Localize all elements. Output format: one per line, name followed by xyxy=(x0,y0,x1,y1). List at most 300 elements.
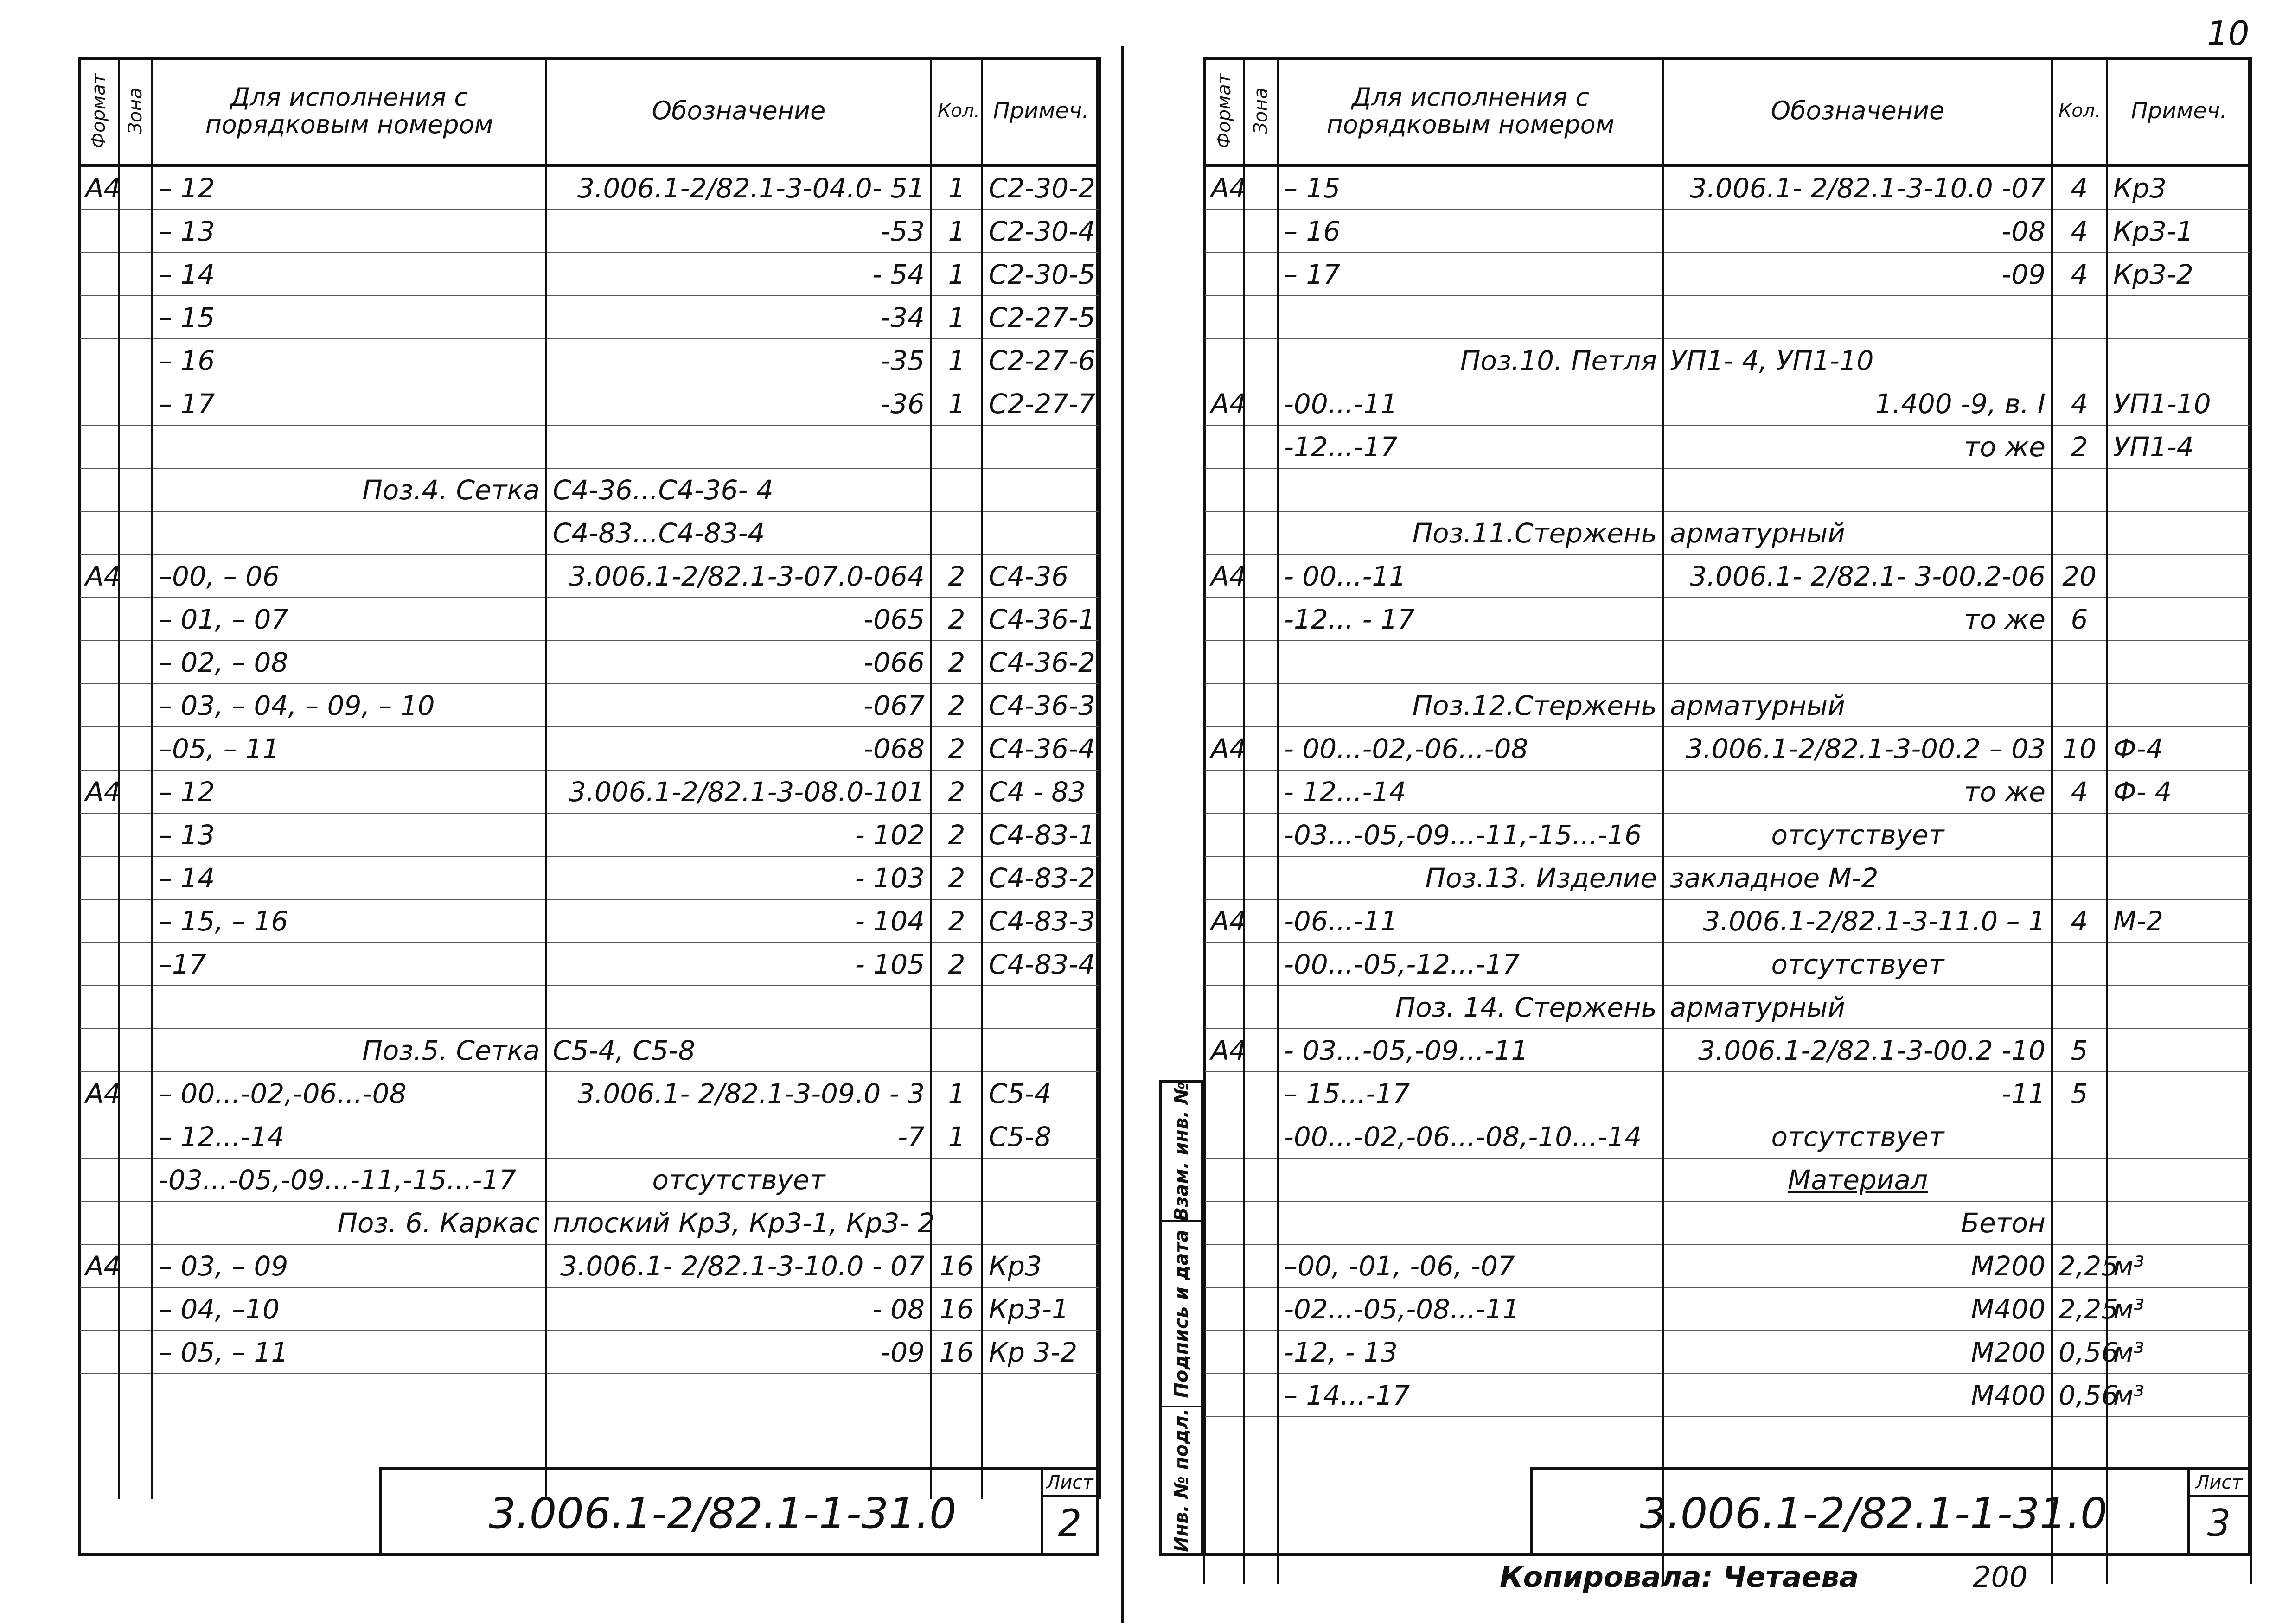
designation-cell: - 102 xyxy=(546,813,931,856)
table-row xyxy=(79,166,1100,210)
table-row xyxy=(79,296,1100,339)
designation-cell: 3.006.1- 2/82.1- 3-00.2-06 xyxy=(1663,554,2052,598)
qty-cell xyxy=(2052,468,2107,511)
format-cell xyxy=(1204,339,1244,382)
table-row xyxy=(1204,727,2251,770)
execution-cell: –05, – 11 xyxy=(152,727,546,770)
note-cell: С4-83-4 xyxy=(982,943,1100,986)
designation-cell: - 104 xyxy=(546,899,931,943)
note-cell xyxy=(2107,943,2251,986)
designation-cell: -53 xyxy=(546,210,931,253)
table-row xyxy=(79,1244,1100,1287)
qty-cell: 0,56 xyxy=(2052,1374,2107,1417)
header-format: Формат xyxy=(1214,73,1235,149)
note-cell: С2-30-5 xyxy=(982,253,1100,296)
note-cell: УП1-10 xyxy=(2107,382,2251,425)
zone-cell xyxy=(119,1072,152,1115)
execution-cell: – 13 xyxy=(152,210,546,253)
note-cell: м³ xyxy=(2107,1287,2251,1331)
table-row xyxy=(79,511,1100,554)
table-row xyxy=(1204,770,2251,813)
sheet-2-document-code: 3.006.1-2/82.1-1-31.0 xyxy=(489,1489,957,1538)
table-row xyxy=(1204,511,2251,554)
designation-cell: -35 xyxy=(546,339,931,382)
zone-cell xyxy=(119,339,152,382)
designation-cell: 3.006.1- 2/82.1-3-09.0 - 3 xyxy=(546,1072,931,1115)
note-cell: С4 - 83 xyxy=(982,770,1100,813)
qty-cell xyxy=(2052,986,2107,1029)
header-designation: Обозначение xyxy=(546,57,931,166)
table-row xyxy=(79,1072,1100,1115)
designation-cell: -11 xyxy=(1663,1072,2052,1115)
execution-cell xyxy=(1278,1201,1663,1244)
designation-cell: 3.006.1- 2/82.1-3-10.0 - 07 xyxy=(546,1244,931,1287)
note-cell xyxy=(982,986,1100,1029)
format-cell: А4 xyxy=(1204,382,1244,425)
header-qty: Кол. xyxy=(931,57,982,166)
zone-cell xyxy=(119,554,152,598)
qty-cell: 0,56 xyxy=(2052,1331,2107,1374)
position-title: Поз.4. Сетка xyxy=(152,468,546,511)
format-cell xyxy=(79,943,119,986)
qty-cell xyxy=(931,1158,982,1201)
zone-cell xyxy=(1244,986,1278,1029)
zone-cell xyxy=(1244,1331,1278,1374)
table-row xyxy=(1204,339,2251,382)
table-row xyxy=(79,382,1100,425)
designation-cell: С4-83...С4-83-4 xyxy=(546,511,931,554)
note-cell: С4-83-3 xyxy=(982,899,1100,943)
qty-cell: 16 xyxy=(931,1287,982,1331)
format-cell xyxy=(79,1201,119,1244)
designation-cell: М200 xyxy=(1663,1244,2052,1287)
table-row xyxy=(1204,1331,2251,1374)
note-cell: Кр 3-2 xyxy=(982,1331,1100,1374)
sheet-2-sheet-number: 2 xyxy=(1058,1502,1082,1545)
zone-cell xyxy=(119,1331,152,1374)
zone-cell xyxy=(1244,813,1278,856)
format-cell xyxy=(79,1029,119,1072)
designation-cell: то же xyxy=(1663,425,2052,468)
position-title: Поз.12.Стержень xyxy=(1278,684,1663,727)
note-cell xyxy=(2107,554,2251,598)
table-row xyxy=(1204,986,2251,1029)
table-row xyxy=(1204,899,2251,943)
zone-cell xyxy=(1244,598,1278,641)
execution-cell xyxy=(1278,641,1663,684)
note-cell: Кр3 xyxy=(982,1244,1100,1287)
designation-cell: С5-4, С5-8 xyxy=(546,1029,931,1072)
zone-cell xyxy=(119,296,152,339)
qty-cell: 2 xyxy=(931,598,982,641)
designation-cell: М200 xyxy=(1663,1331,2052,1374)
qty-cell xyxy=(2052,943,2107,986)
sheet-3-side-stamp xyxy=(1159,1080,1203,1556)
table-row xyxy=(1204,943,2251,986)
execution-cell: -03...-05,-09...-11,-15...-16 xyxy=(1278,813,1663,856)
format-cell xyxy=(79,1331,119,1374)
format-cell xyxy=(79,856,119,899)
execution-cell: – 13 xyxy=(152,813,546,856)
note-cell: С4-83-2 xyxy=(982,856,1100,899)
qty-cell: 2 xyxy=(931,727,982,770)
note-cell xyxy=(2107,1029,2251,1072)
designation-cell: -7 xyxy=(546,1115,931,1158)
designation-cell: 3.006.1- 2/82.1-3-10.0 -07 xyxy=(1663,166,2052,210)
zone-cell xyxy=(119,468,152,511)
execution-cell: – 16 xyxy=(1278,210,1663,253)
zone-cell xyxy=(1244,1072,1278,1115)
format-cell xyxy=(79,641,119,684)
execution-cell xyxy=(1278,1158,1663,1201)
note-cell: С2-27-7 xyxy=(982,382,1100,425)
table-row xyxy=(1204,296,2251,339)
table-row xyxy=(79,1287,1100,1331)
table-row xyxy=(1204,1158,2251,1201)
format-cell xyxy=(1204,856,1244,899)
format-cell xyxy=(1204,468,1244,511)
qty-cell: 2 xyxy=(931,770,982,813)
table-row xyxy=(79,684,1100,727)
note-cell: С5-4 xyxy=(982,1072,1100,1115)
note-cell xyxy=(2107,1158,2251,1201)
note-cell: С2-30-2 xyxy=(982,166,1100,210)
header-zone: Зона xyxy=(1250,87,1272,134)
designation-cell: -066 xyxy=(546,641,931,684)
note-cell xyxy=(2107,296,2251,339)
format-cell xyxy=(1204,1072,1244,1115)
note-cell xyxy=(2107,641,2251,684)
qty-cell xyxy=(931,1201,982,1244)
designation-cell: арматурный xyxy=(1663,684,2052,727)
execution-cell: – 12 xyxy=(152,166,546,210)
execution-cell: -00...-11 xyxy=(1278,382,1663,425)
note-cell: С4-36-1 xyxy=(982,598,1100,641)
execution-cell: -00...-02,-06...-08,-10...-14 xyxy=(1278,1115,1663,1158)
execution-cell: - 00...-11 xyxy=(1278,554,1663,598)
table-row xyxy=(1204,641,2251,684)
note-cell: С4-36-3 xyxy=(982,684,1100,727)
note-cell xyxy=(982,1029,1100,1072)
format-cell xyxy=(79,813,119,856)
execution-cell xyxy=(152,986,546,1029)
note-cell xyxy=(982,1158,1100,1201)
qty-cell: 2 xyxy=(931,554,982,598)
note-cell: С2-27-6 xyxy=(982,339,1100,382)
designation-cell: М400 xyxy=(1663,1374,2052,1417)
execution-cell: – 15 xyxy=(152,296,546,339)
format-cell xyxy=(1204,1287,1244,1331)
designation-cell: - 105 xyxy=(546,943,931,986)
table-row xyxy=(79,1201,1100,1244)
sheet-3-title-block xyxy=(1530,1467,2250,1556)
table-header-row xyxy=(1204,57,2251,166)
zone-cell xyxy=(1244,253,1278,296)
format-cell xyxy=(79,986,119,1029)
table-row xyxy=(1204,1287,2251,1331)
qty-cell: 2 xyxy=(931,813,982,856)
zone-cell xyxy=(1244,511,1278,554)
note-cell xyxy=(2107,684,2251,727)
table-row xyxy=(1204,425,2251,468)
qty-cell xyxy=(2052,684,2107,727)
table-row xyxy=(79,986,1100,1029)
execution-cell: -12... - 17 xyxy=(1278,598,1663,641)
zone-cell xyxy=(119,511,152,554)
zone-cell xyxy=(119,684,152,727)
qty-cell: 1 xyxy=(931,1115,982,1158)
format-cell xyxy=(1204,770,1244,813)
note-cell xyxy=(2107,598,2251,641)
format-cell xyxy=(1204,1158,1244,1201)
format-cell xyxy=(79,296,119,339)
format-cell xyxy=(1204,641,1244,684)
execution-cell: - 12...-14 xyxy=(1278,770,1663,813)
zone-cell xyxy=(119,856,152,899)
table-header-row xyxy=(79,57,1100,166)
zone-cell xyxy=(1244,166,1278,210)
qty-cell: 2 xyxy=(931,641,982,684)
zone-cell xyxy=(119,986,152,1029)
table-row xyxy=(1204,468,2251,511)
designation-cell: - 54 xyxy=(546,253,931,296)
qty-cell: 1 xyxy=(931,1072,982,1115)
zone-cell xyxy=(119,641,152,684)
position-title: Поз.10. Петля xyxy=(1278,339,1663,382)
designation-cell: отсутствует xyxy=(1663,1115,2052,1158)
table-row xyxy=(79,1158,1100,1201)
zone-cell xyxy=(1244,943,1278,986)
side-label-replaced-inv: Взам. инв. № xyxy=(1170,1082,1192,1222)
table-row xyxy=(79,468,1100,511)
table-row xyxy=(1204,1201,2251,1244)
designation-cell: арматурный xyxy=(1663,986,2052,1029)
zone-cell xyxy=(119,382,152,425)
note-cell: м³ xyxy=(2107,1244,2251,1287)
designation-cell: 3.006.1-2/82.1-3-04.0- 51 xyxy=(546,166,931,210)
zone-cell xyxy=(119,1244,152,1287)
designation-cell xyxy=(1663,296,2052,339)
zone-cell xyxy=(119,813,152,856)
zone-cell xyxy=(1244,1244,1278,1287)
qty-cell: 2,25 xyxy=(2052,1287,2107,1331)
footer-page-number: 200 xyxy=(1973,1560,2028,1594)
zone-cell xyxy=(119,1115,152,1158)
zone-cell xyxy=(1244,727,1278,770)
header-execution: Для исполнения с порядковым номером xyxy=(1278,57,1663,166)
zone-cell xyxy=(119,425,152,468)
designation-cell: -067 xyxy=(546,684,931,727)
designation-cell: -068 xyxy=(546,727,931,770)
note-cell: Ф- 4 xyxy=(2107,770,2251,813)
execution-cell: - 03...-05,-09...-11 xyxy=(1278,1029,1663,1072)
designation-cell: 3.006.1-2/82.1-3-00.2 -10 xyxy=(1663,1029,2052,1072)
designation-cell: -09 xyxy=(546,1331,931,1374)
sheet-2-title-block xyxy=(379,1467,1099,1556)
table-row xyxy=(79,1029,1100,1072)
execution-cell: – 17 xyxy=(1278,253,1663,296)
qty-cell xyxy=(2052,296,2107,339)
designation-cell: 3.006.1-2/82.1-3-07.0-064 xyxy=(546,554,931,598)
execution-cell: –00, – 06 xyxy=(152,554,546,598)
format-cell xyxy=(1204,425,1244,468)
zone-cell xyxy=(1244,899,1278,943)
execution-cell: – 01, – 07 xyxy=(152,598,546,641)
designation-cell: 3.006.1-2/82.1-3-00.2 – 03 xyxy=(1663,727,2052,770)
zone-cell xyxy=(1244,684,1278,727)
format-cell xyxy=(79,339,119,382)
header-note: Примеч. xyxy=(982,57,1100,166)
zone-cell xyxy=(1244,1201,1278,1244)
qty-cell: 20 xyxy=(2052,554,2107,598)
designation-cell: - 103 xyxy=(546,856,931,899)
qty-cell: 1 xyxy=(931,382,982,425)
designation-cell xyxy=(1663,641,2052,684)
note-cell: Кр3-1 xyxy=(2107,210,2251,253)
execution-cell: – 03, – 09 xyxy=(152,1244,546,1287)
qty-cell: 1 xyxy=(931,166,982,210)
note-cell: С4-36 xyxy=(982,554,1100,598)
table-row xyxy=(1204,210,2251,253)
table-row xyxy=(79,727,1100,770)
table-row xyxy=(79,899,1100,943)
note-cell xyxy=(2107,813,2251,856)
note-cell xyxy=(2107,986,2251,1029)
note-cell: Кр3-1 xyxy=(982,1287,1100,1331)
zone-cell xyxy=(1244,1029,1278,1072)
designation-cell xyxy=(546,425,931,468)
qty-cell: 4 xyxy=(2052,899,2107,943)
zone-cell xyxy=(1244,856,1278,899)
format-cell xyxy=(1204,1201,1244,1244)
format-cell xyxy=(79,727,119,770)
designation-cell: 1.400 -9, в. I xyxy=(1663,382,2052,425)
execution-cell xyxy=(152,511,546,554)
table-row xyxy=(1204,1374,2251,1417)
qty-cell: 4 xyxy=(2052,382,2107,425)
qty-cell: 2,25 xyxy=(2052,1244,2107,1287)
zone-cell xyxy=(1244,1115,1278,1158)
qty-cell xyxy=(2052,1158,2107,1201)
execution-cell: – 00...-02,-06...-08 xyxy=(152,1072,546,1115)
note-cell: м³ xyxy=(2107,1331,2251,1374)
sheet-2 xyxy=(0,0,1121,1624)
position-title: Поз.5. Сетка xyxy=(152,1029,546,1072)
table-row xyxy=(79,253,1100,296)
format-cell xyxy=(79,899,119,943)
copied-by: Копировала: Четаева xyxy=(1500,1560,1859,1594)
qty-cell: 1 xyxy=(931,339,982,382)
designation-cell: С4-36...С4-36- 4 xyxy=(546,468,931,511)
table-row xyxy=(79,813,1100,856)
execution-cell: –17 xyxy=(152,943,546,986)
qty-cell xyxy=(2052,813,2107,856)
table-row xyxy=(1204,554,2251,598)
table-row xyxy=(79,554,1100,598)
format-cell: А4 xyxy=(1204,166,1244,210)
table-row xyxy=(1204,684,2251,727)
zone-cell xyxy=(119,1287,152,1331)
position-title: Поз. 6. Каркас xyxy=(152,1201,546,1244)
qty-cell: 16 xyxy=(931,1244,982,1287)
designation-cell: -065 xyxy=(546,598,931,641)
format-cell xyxy=(1204,1115,1244,1158)
designation-cell: 3.006.1-2/82.1-3-08.0-101 xyxy=(546,770,931,813)
qty-cell xyxy=(931,511,982,554)
format-cell: А4 xyxy=(1204,554,1244,598)
format-cell xyxy=(79,598,119,641)
format-cell xyxy=(79,511,119,554)
table-row xyxy=(79,856,1100,899)
header-execution: Для исполнения с порядковым номером xyxy=(152,57,546,166)
zone-cell xyxy=(1244,1158,1278,1201)
table-row xyxy=(1204,1244,2251,1287)
header-format: Формат xyxy=(88,73,109,149)
zone-cell xyxy=(119,1201,152,1244)
execution-cell: - 00...-02,-06...-08 xyxy=(1278,727,1663,770)
position-title: Поз.13. Изделие xyxy=(1278,856,1663,899)
qty-cell: 4 xyxy=(2052,253,2107,296)
execution-cell: – 04, –10 xyxy=(152,1287,546,1331)
execution-cell: -02...-05,-08...-11 xyxy=(1278,1287,1663,1331)
designation-cell: плоский Кр3, Кр3-1, Кр3- 2 xyxy=(546,1201,931,1244)
designation-cell: -08 xyxy=(1663,210,2052,253)
format-cell: А4 xyxy=(1204,1029,1244,1072)
qty-cell: 6 xyxy=(2052,598,2107,641)
designation-cell: 3.006.1-2/82.1-3-11.0 – 1 xyxy=(1663,899,2052,943)
zone-cell xyxy=(119,253,152,296)
qty-cell: 2 xyxy=(931,899,982,943)
execution-cell: – 14 xyxy=(152,856,546,899)
zone-cell xyxy=(119,210,152,253)
format-cell xyxy=(79,1287,119,1331)
qty-cell xyxy=(2052,641,2107,684)
table-row xyxy=(79,943,1100,986)
format-cell xyxy=(1204,813,1244,856)
qty-cell xyxy=(931,1029,982,1072)
execution-cell: -12, - 13 xyxy=(1278,1331,1663,1374)
designation-cell: -34 xyxy=(546,296,931,339)
designation-cell: то же xyxy=(1663,770,2052,813)
format-cell: А4 xyxy=(1204,899,1244,943)
designation-cell: отсутствует xyxy=(1663,943,2052,986)
designation-cell xyxy=(1663,468,2052,511)
table-row xyxy=(1204,1115,2251,1158)
designation-cell: арматурный xyxy=(1663,511,2052,554)
side-label-original-inv: Инв. № подл. xyxy=(1170,1408,1192,1552)
format-cell xyxy=(1204,986,1244,1029)
table-row xyxy=(79,339,1100,382)
table-row xyxy=(1204,253,2251,296)
qty-cell: 4 xyxy=(2052,166,2107,210)
execution-cell: – 03, – 04, – 09, – 10 xyxy=(152,684,546,727)
qty-cell: 16 xyxy=(931,1331,982,1374)
execution-cell: – 12...-14 xyxy=(152,1115,546,1158)
table-row xyxy=(1204,813,2251,856)
format-cell: А4 xyxy=(1204,727,1244,770)
side-label-signature-date: Подпись и дата xyxy=(1170,1229,1192,1398)
execution-cell xyxy=(152,425,546,468)
format-cell xyxy=(1204,253,1244,296)
note-cell: С4-36-2 xyxy=(982,641,1100,684)
note-cell xyxy=(2107,339,2251,382)
table-row xyxy=(79,1331,1100,1374)
format-cell xyxy=(1204,210,1244,253)
note-cell xyxy=(2107,511,2251,554)
format-cell xyxy=(1204,1244,1244,1287)
format-cell xyxy=(79,1115,119,1158)
qty-cell: 1 xyxy=(931,296,982,339)
